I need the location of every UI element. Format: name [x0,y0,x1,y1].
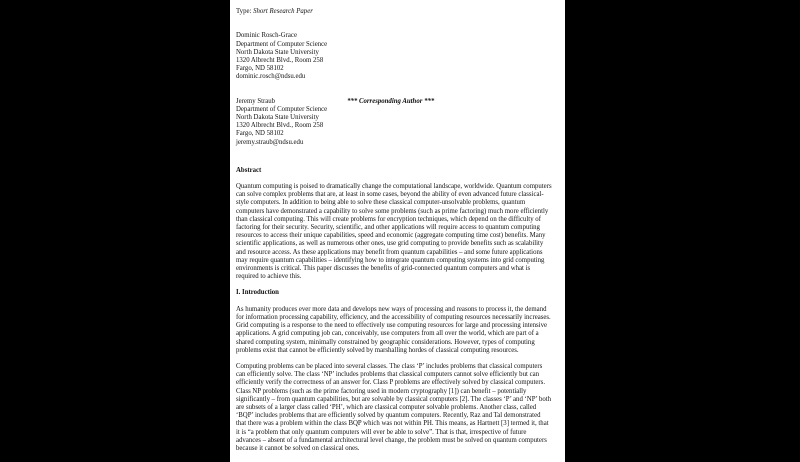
author2-name: Jeremy Straub [236,98,275,105]
abstract-body [236,183,562,281]
intro-p2-line: that there was a problem within the class BQP which was not within PH. This means, as Hartnett [3] termed it, that [236,420,562,428]
author1-name: Dominic Rosch-Grace [236,32,562,40]
intro-p2-line: significantly – from quantum capabilities, but are solvable by classical computers [2]. The classes ‘P’ and ‘NP’ both [236,396,562,404]
abstract-line: factoring for their security. Security, scientific, and other applications will require access to quantum computing [236,224,562,232]
introduction-heading: I. Introduction [236,289,562,297]
intro-p2-line: advances – absent of a fundamental architectural level change, the problem must be solved on quantum computers [236,437,562,445]
abstract-line: than classical computing. This will create problems for encryption techniques, which depend on the difficulty of [236,216,562,224]
abstract-line: Quantum computing is poised to dramatically change the computational landscape, worldwide. Quantum computers [236,183,562,191]
abstract-line: computers have demonstrated a capability to solve some problems (such as prime factoring) much more efficiently [236,208,562,216]
intro-paragraph-1 [236,306,562,355]
intro-p1-line: Grid computing is a response to the need to effectively use computing resources for large and processing intensive [236,322,562,330]
paper-type [236,8,562,16]
paper-type-label: Type: [236,8,251,15]
intro-p1-line: problems exist that cannot be efficiently solved by marshalling hordes of classical computing resources. [236,347,562,355]
abstract-line: and resource access. As these applications may benefit from quantum capabilities – and some future applications [236,249,562,257]
abstract-heading: Abstract [236,167,562,175]
author2-addr: 1320 Albrecht Blvd., Room 258 [236,122,562,130]
corresponding-author-label: *** Corresponding Author *** [347,98,434,105]
intro-p2-line: are subsets of a larger class called ‘PH’, which are classical computer solvable problems. Another class, called [236,404,562,412]
author1-email: dominic.rosch@ndsu.edu [236,73,562,81]
intro-p2-line: it is “a problem that only quantum computers will ever be able to solve”. That is that, irrespective of future [236,429,562,437]
intro-p1-line: As humanity produces ever more data and develops new ways of processing and reasons to process it, the demand [236,306,562,314]
intro-p2-line: Class NP problems (such as the prime factoring used in modern cryptography [1]) can benefit – potentially [236,388,562,396]
intro-p2-line: Computing problems can be placed into several classes. The class ‘P’ includes problems that classical computers [236,363,562,371]
intro-p1-line: shared computing system, minimally constrained by geographic considerations. However, types of computing [236,339,562,347]
author1-addr: 1320 Albrecht Blvd., Room 258 [236,57,562,65]
paper-type-value: Short Research Paper [253,8,313,15]
author2-email: jeremy.straub@ndsu.edu [236,139,562,147]
author1-univ: North Dakota State University [236,49,562,57]
paper-content [236,0,562,453]
intro-paragraph-2 [236,363,562,453]
intro-p1-line: for information processing capability, efficiency, and the accessibility of computing resources necessarily increases. [236,314,562,322]
abstract-line: required to achieve this. [236,273,562,281]
intro-p1-line: applications. A grid computing job can, conceivably, use computers from all over the world, which are part of a [236,330,562,338]
author1-block [236,32,562,81]
author2-block [236,98,562,147]
intro-p2-line: ‘BQP’ includes problems that are efficiently solved by quantum computers. Recently, Raz and Tal demonstrated [236,412,562,420]
author2-city: Fargo, ND 58102 [236,130,562,138]
intro-p2-line: because it cannot be solved on classical ones. [236,445,562,453]
author1-city: Fargo, ND 58102 [236,65,562,73]
document-page [230,0,565,462]
intro-p2-line: efficiently verify the correctness of an answer for. Class P problems are effectively solved by classical computers. [236,379,562,387]
abstract-line: may require quantum capabilities – identifying how to integrate quantum computing systems into grid computing [236,257,562,265]
intro-p2-line: can efficiently solve. The class ‘NP’ includes problems that classical computers cannot solve efficiently but can [236,371,562,379]
abstract-line: can solve complex problems that are, at least in some cases, beyond the ability of even advanced future classical- [236,191,562,199]
abstract-line: scientific applications, as well as numerous other ones, use grid computing to provide benefits such as scalability [236,240,562,248]
author1-dept: Department of Computer Science [236,41,562,49]
author2-dept: Department of Computer Science [236,106,562,114]
abstract-line: style computers. In addition to being able to solve these classical computer-unsolvable problems, quantum [236,199,562,207]
author2-univ: North Dakota State University [236,114,562,122]
abstract-line: environments is critical. This paper discusses the benefits of grid-connected quantum computers and what is [236,265,562,273]
author2-name-line [236,98,562,106]
abstract-line: resources to access their unique capabilities, speed and economic (aggregate computing time cost) benefits. Many [236,232,562,240]
